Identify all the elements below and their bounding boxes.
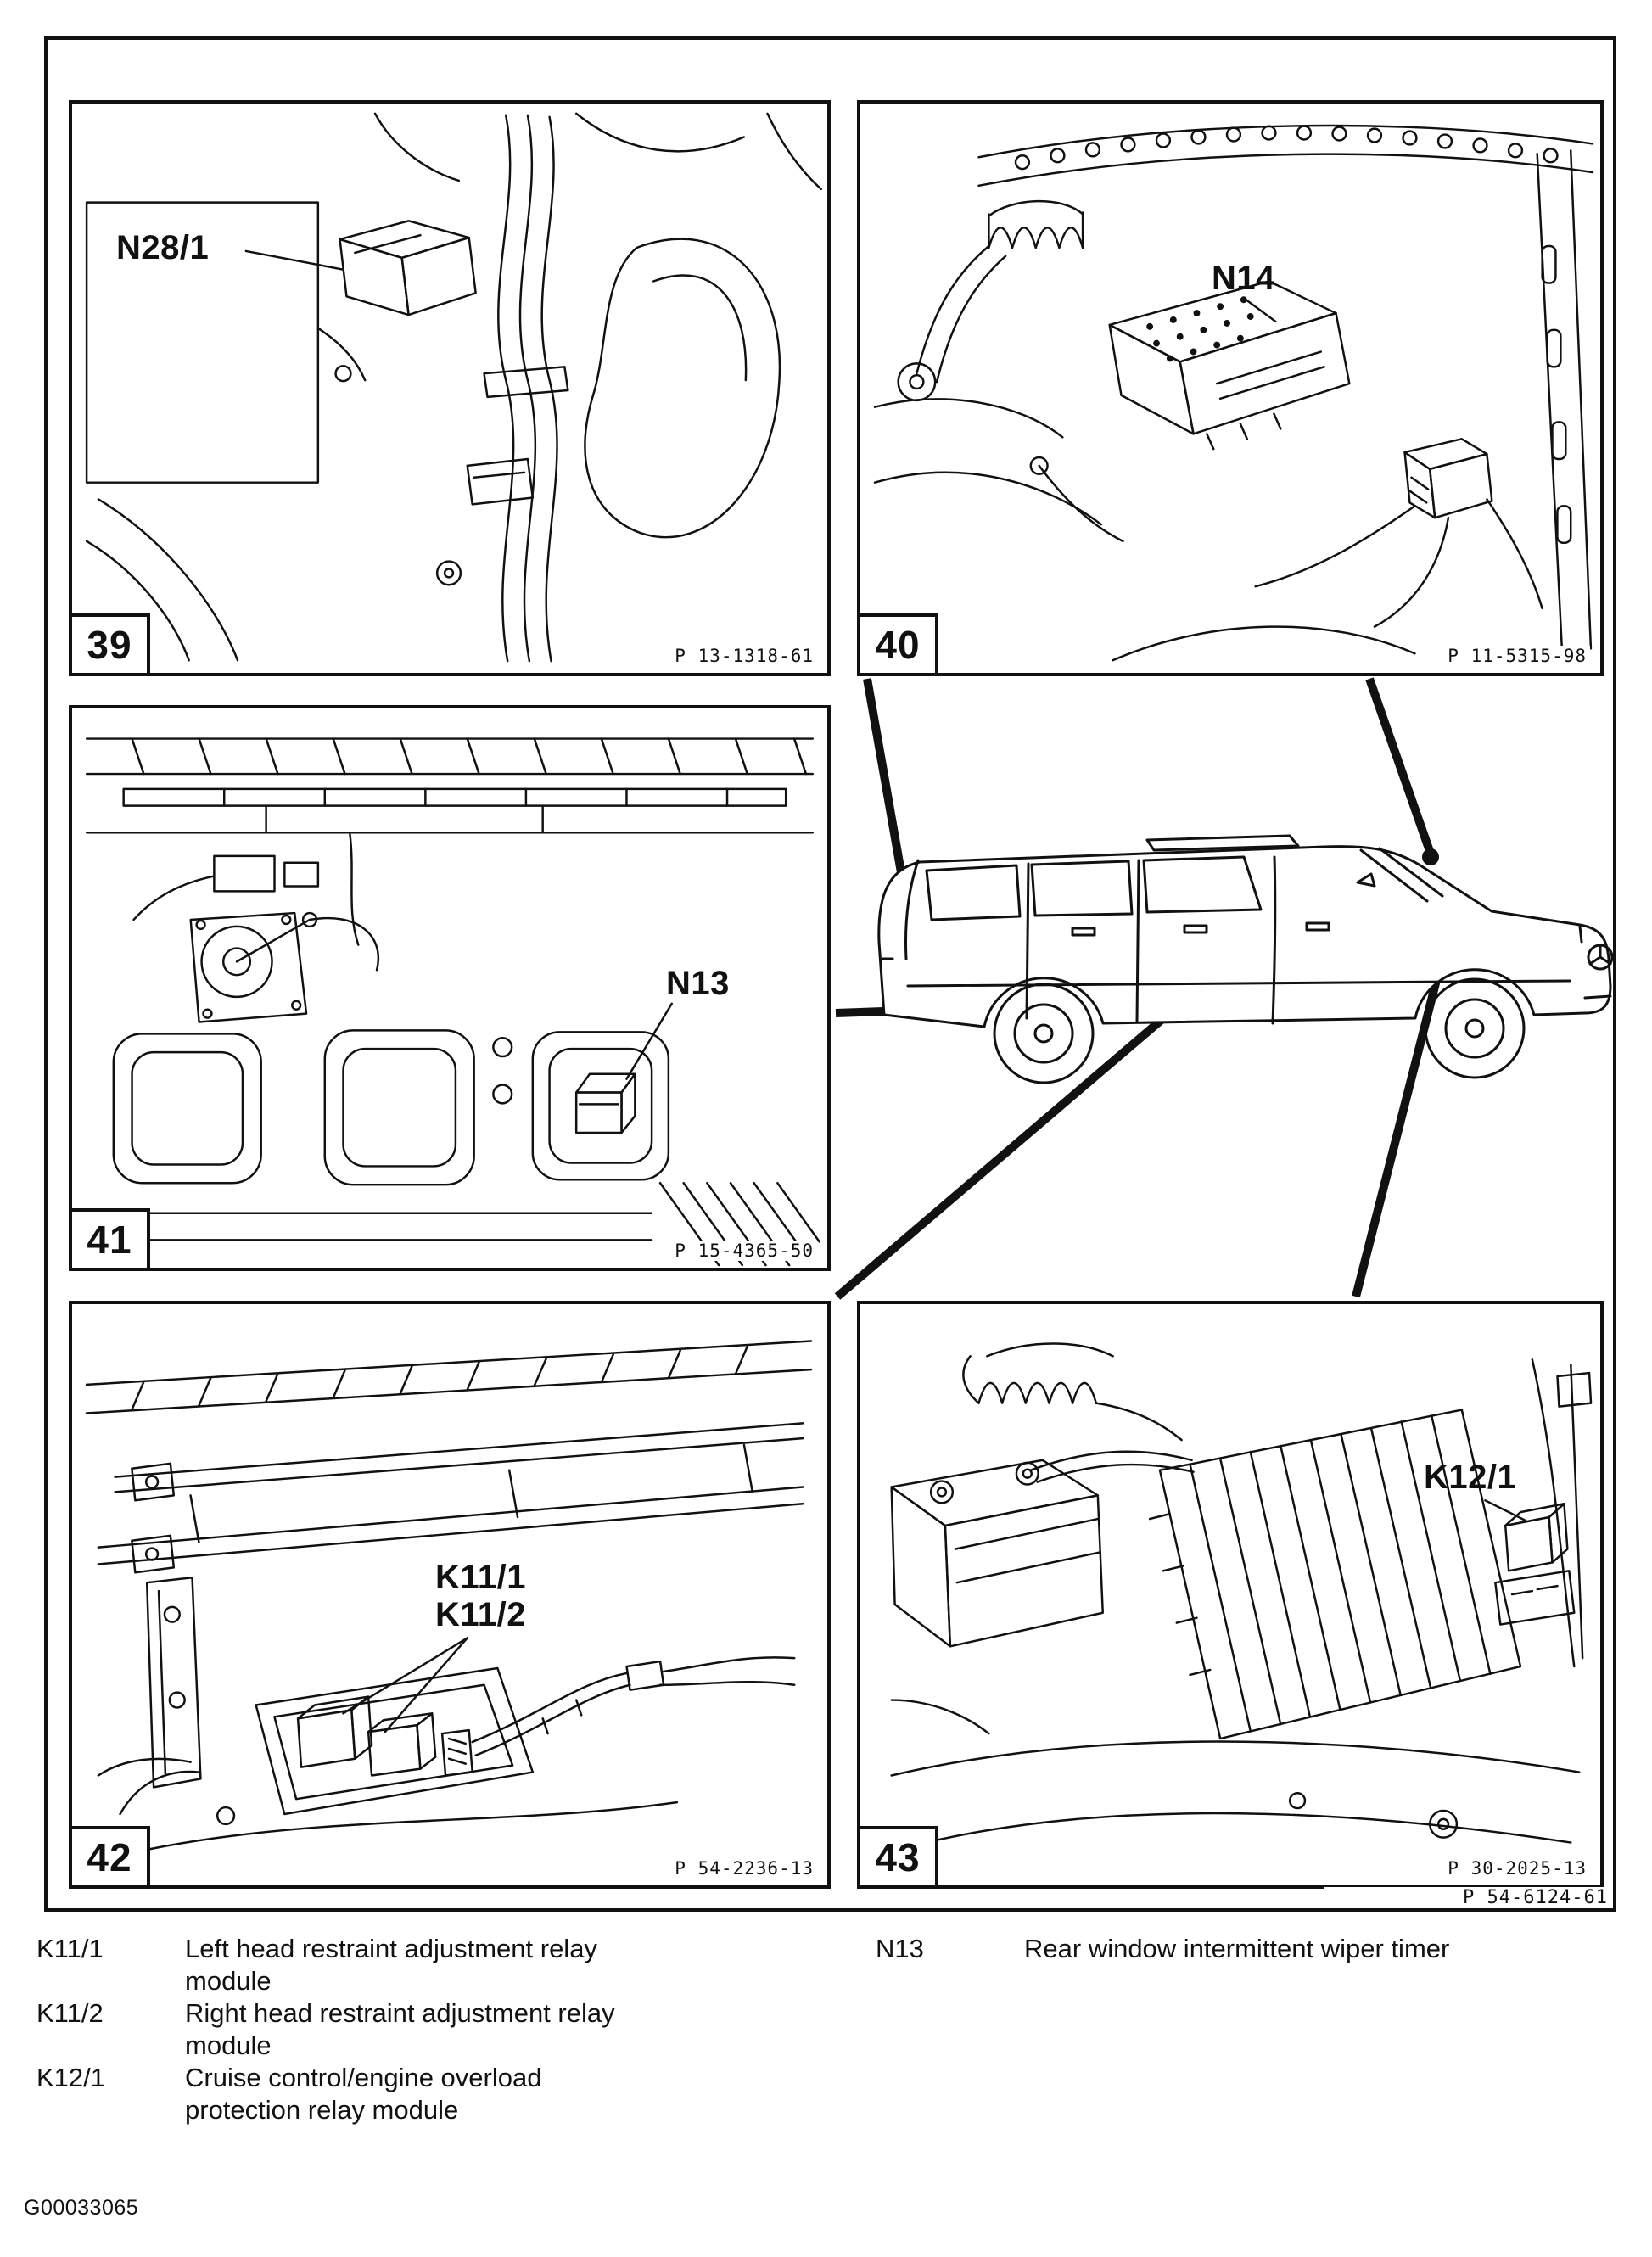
- legend-code: K11/2: [36, 1998, 104, 2028]
- panel-40-number: 40: [860, 613, 938, 673]
- panel-40-photo-ref: P 11-5315-98: [1444, 646, 1590, 666]
- legend-desc-line: protection relay module: [185, 2095, 459, 2125]
- panel-42-photo-ref: P 54-2236-13: [671, 1858, 817, 1879]
- legend-desc-line: Rear window intermittent wiper timer: [1024, 1934, 1450, 1963]
- panel-40-artwork: [860, 104, 1600, 673]
- panel-39-artwork: [72, 104, 827, 673]
- legend-desc-line: Cruise control/engine overload: [185, 2063, 542, 2092]
- legend-item-k12-1: [36, 2062, 834, 2126]
- callout-n28-1: N28/1: [116, 229, 210, 266]
- panel-42: [69, 1301, 831, 1889]
- legend-right-column: [876, 1933, 1622, 1965]
- legend-desc-line: module: [185, 1966, 272, 1996]
- callout-k12-1: K12/1: [1424, 1459, 1517, 1496]
- panel-40: [857, 100, 1604, 676]
- panel-41-photo-ref: P 15-4365-50: [671, 1241, 817, 1261]
- legend-left-column: [36, 1933, 834, 2126]
- panel-41-number: 41: [72, 1208, 150, 1268]
- callout-k11-2: K11/2: [435, 1596, 527, 1633]
- legend-desc-line: module: [185, 2030, 272, 2060]
- legend-code: K12/1: [36, 2063, 106, 2092]
- panel-43: [857, 1301, 1604, 1889]
- outer-photo-ref: P 54-6124-61: [1324, 1887, 1608, 1908]
- legend-item-n13: [876, 1933, 1622, 1965]
- figure-id: G00033065: [24, 2196, 139, 2220]
- callout-n14: N14: [1212, 260, 1275, 297]
- panel-43-number: 43: [860, 1826, 938, 1885]
- panel-42-number: 42: [72, 1826, 150, 1885]
- panel-39-number: 39: [72, 613, 150, 673]
- legend-item-k11-1: [36, 1933, 834, 1997]
- panel-41: [69, 705, 831, 1271]
- panel-39-photo-ref: P 13-1318-61: [671, 646, 817, 666]
- legend-item-k11-2: [36, 1997, 834, 2062]
- panel-43-photo-ref: P 30-2025-13: [1444, 1858, 1590, 1879]
- legend-desc-line: Right head restraint adjustment relay: [185, 1998, 615, 2028]
- legend-code: N13: [876, 1934, 924, 1963]
- callout-k11-1: K11/1: [435, 1559, 527, 1596]
- legend-desc-line: Left head restraint adjustment relay: [185, 1934, 597, 1963]
- panel-39: [69, 100, 831, 676]
- legend-code: K11/1: [36, 1934, 104, 1963]
- panel-43-artwork: [860, 1304, 1600, 1885]
- callout-n13: N13: [666, 965, 730, 1002]
